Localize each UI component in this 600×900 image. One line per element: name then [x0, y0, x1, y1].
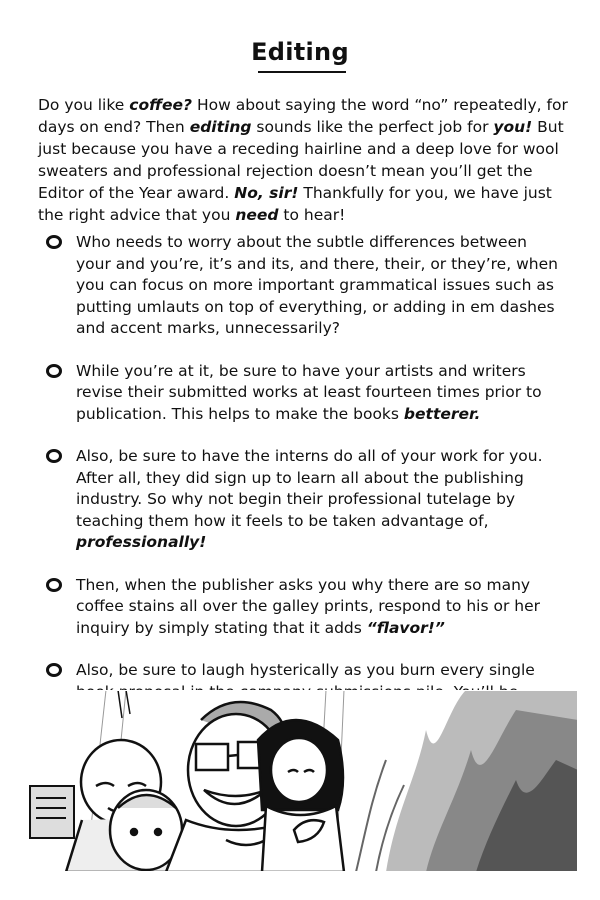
- tip-item: [44, 575, 564, 640]
- tip-item: [44, 446, 564, 554]
- body-text: Who needs to worry about the subtle differences between your and you’re, it’s and its, and there, their, or they’re, when you can focus on more important grammatical issues such as putting umlauts on top of everything, or adding in em dashes and accent marks, unnecessarily?: [76, 233, 558, 337]
- emphasized-text: you!: [493, 118, 533, 136]
- intro-paragraph: [38, 94, 568, 226]
- body-text: Also, be sure to have the interns do all of your work for you. After all, they did sign up to learn all about the publishing industry. So why not begin their professional tutelage by teaching them how it feels to be taken advantage of,: [76, 447, 543, 530]
- emphasized-text: need: [235, 206, 279, 224]
- emphasized-text: “flavor!”: [366, 618, 445, 637]
- circle-bullet-icon: [46, 235, 62, 249]
- body-text: to hear!: [278, 206, 346, 224]
- emphasized-text: coffee?: [129, 96, 193, 114]
- body-text: Do you like: [38, 96, 130, 114]
- emphasized-text: editing: [189, 118, 252, 136]
- body-text: How about saying the word “no” repeatedly, for days on end? Then: [38, 96, 568, 136]
- body-text: Thankfully for you, we have just the right advice that you: [38, 184, 552, 224]
- emphasized-text: betterer.: [403, 404, 481, 423]
- emphasized-text: professionally!: [76, 533, 207, 551]
- tip-item: [44, 232, 564, 340]
- circle-bullet-icon: [46, 449, 62, 463]
- monitor-drawing: [30, 786, 74, 838]
- circle-bullet-icon: [46, 364, 62, 378]
- body-text: While you’re at it, be sure to have your artists and writers revise their submitted works at least fourteen times prior to publication. This helps to make the books: [76, 361, 542, 423]
- circle-bullet-icon: [46, 663, 62, 677]
- body-text: sounds like the perfect job for: [251, 118, 494, 136]
- title-underline: [258, 71, 346, 73]
- woman-drawing: [258, 720, 344, 872]
- emphasized-text: No, sir!: [234, 184, 299, 202]
- page-title: Editing: [251, 38, 349, 66]
- body-text: Also, be sure to laugh hysterically as you burn every single: [76, 661, 535, 679]
- editor-comic-illustration: [26, 690, 578, 872]
- circle-bullet-icon: [46, 578, 62, 592]
- tip-item: [44, 361, 564, 426]
- tips-list: [44, 232, 564, 746]
- body-text: Then, when the publisher asks you why there are so many coffee stains all over the galley prints, respond to his or her inquiry by simply stating that it adds: [76, 575, 540, 637]
- body-text: But just because you have a receding hairline and a deep love for wool sweaters and professional rejection doesn’t mean you’ll get the Editor of the Year award.: [38, 118, 564, 202]
